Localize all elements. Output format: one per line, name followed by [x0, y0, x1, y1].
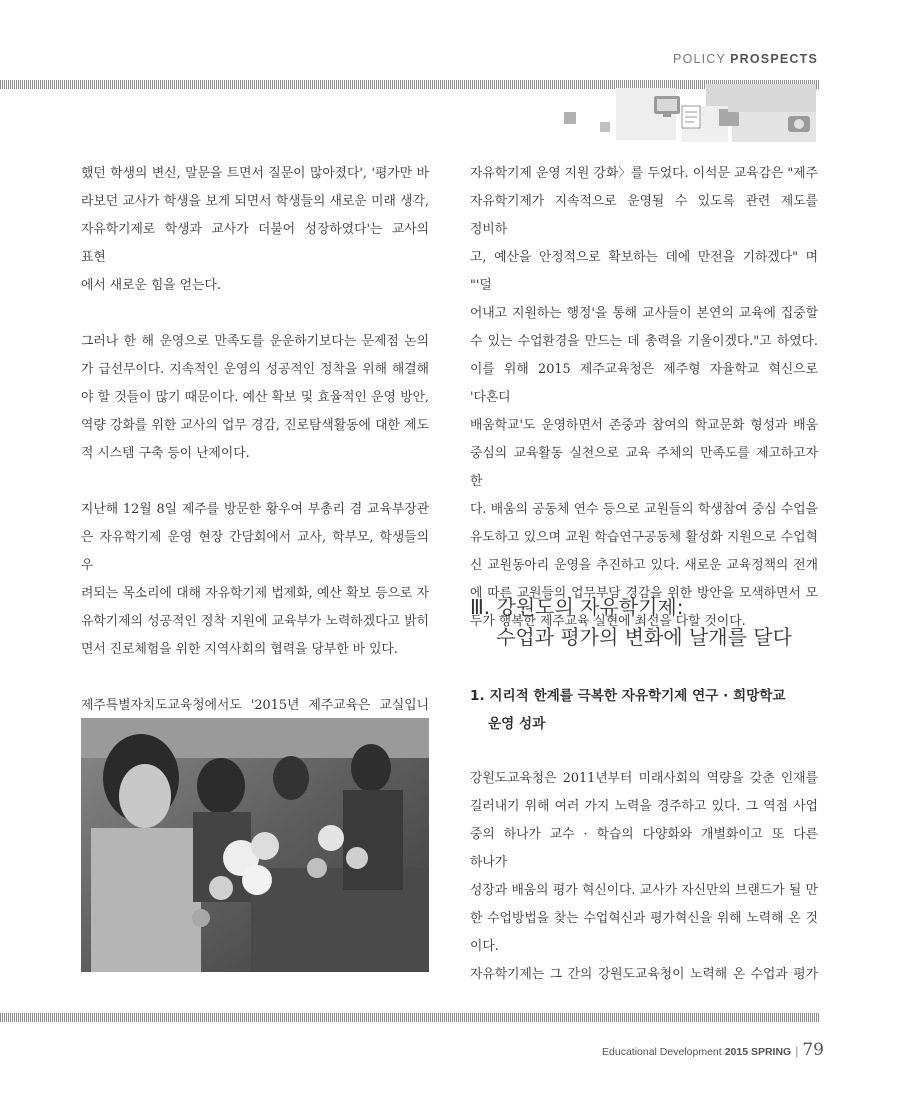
text-line: 했던 학생의 변신, 말문을 트면서 질문이 많아졌다', '평가만 바	[81, 166, 429, 181]
text-line: 유도하고 있으며 교원 학습연구공동체 활성화 지원으로 수업혁	[470, 530, 818, 545]
section-heading-line1: Ⅲ. 강원도의 자유학기제:	[470, 595, 684, 619]
text-line: 자유학기제 운영 지원 강화〉를 두었다. 이석문 교육감은 "제주	[470, 166, 818, 181]
text-line: 강원도교육청은 2011년부터 미래사회의 역량을 갖춘 인재를	[470, 771, 818, 786]
text-line: 중의 하나가 교수 · 학습의 다양화와 개별화이고 또 다른 하나가	[470, 827, 818, 870]
header-label-light: POLICY	[673, 52, 727, 66]
text-line: 가 급선무이다. 지속적인 운영의 성공적인 정착을 위해 해결해	[81, 362, 429, 377]
text-line: 려되는 목소리에 대해 자유학기제 법제화, 예산 확보 등으로 자	[81, 586, 429, 601]
text-line: 이를 위해 2015 제주교육청은 제주형 자율학교 혁신으로 '다혼디	[470, 362, 818, 405]
classroom-photo	[81, 718, 429, 972]
footer-magazine-name: Educational Development	[602, 1046, 722, 1058]
decorative-icons-graphic	[556, 82, 820, 144]
text-line: 제주특별자치도교육청에서도 '2015년 제주교육은 교실입니	[81, 698, 429, 713]
footer-separator: |	[795, 1044, 799, 1058]
footer-issue: 2015 SPRING	[724, 1046, 792, 1058]
document-icon	[682, 106, 700, 128]
page-number: 79	[802, 1040, 824, 1060]
text-line: 라보던 교사가 학생을 보게 되면서 학생들의 새로운 미래 생각,	[81, 194, 429, 209]
text-line: 한 수업방법을 찾는 수업혁신과 평가혁신을 위해 노력해 온 것	[470, 911, 818, 926]
text-line: 수 있는 수업환경을 만드는 데 총력을 기울이겠다."고 하였다.	[470, 334, 818, 349]
puzzle-icon	[564, 112, 610, 132]
subsection-heading	[470, 682, 818, 738]
text-line: 신 교원동아리 운영을 추진하고 있다. 새로운 교육정책의 전개	[470, 558, 818, 573]
subsection-heading-line2: 운영 성과	[488, 716, 546, 732]
text-line: 그러나 한 해 운영으로 만족도를 운운하기보다는 문제점 논의	[81, 334, 429, 349]
section-heading	[470, 592, 830, 652]
page-footer	[602, 1040, 824, 1060]
right-column-text	[470, 160, 818, 636]
subsection-heading-line1: 1. 지리적 한계를 극복한 자유학기제 연구 · 희망학교	[470, 688, 786, 704]
text-line: 야 할 것들이 많기 때문이다. 예산 확보 및 효율적인 운영 방안,	[81, 390, 429, 405]
text-line: 배움학교'도 운영하면서 존중과 참여의 학교문화 형성과 배움	[470, 418, 818, 433]
text-line: 자유학기제는 그 간의 강원도교육청이 노력해 온 수업과 평가	[470, 967, 818, 982]
right-column-text-continued	[470, 765, 818, 989]
text-line: 적 시스템 구축 등이 난제이다.	[81, 446, 250, 461]
text-line: 지난해 12월 8일 제주를 방문한 황우여 부총리 겸 교육부장관	[81, 502, 429, 517]
header-label-strong: PROSPECTS	[730, 52, 818, 66]
text-line: 자유학기제가 지속적으로 운영될 수 있도록 관련 제도를 정비하	[470, 194, 818, 237]
text-line: 성장과 배움의 평가 혁신이다. 교사가 자신만의 브랜드가 될 만	[470, 883, 818, 898]
text-line: 유학기제의 성공적인 정착 지원에 교육부가 노력하겠다고 밝히	[81, 614, 429, 629]
left-column-text	[81, 160, 429, 776]
text-line: 은 자유학기제 운영 현장 간담회에서 교사, 학부모, 학생들의 우	[81, 530, 429, 573]
section-header	[673, 52, 818, 66]
text-line: 고, 예산을 안정적으로 확보하는 데에 만전을 기하겠다" 며 "'덜	[470, 250, 818, 293]
bottom-stripe-rule	[0, 1013, 820, 1022]
text-line: 이다.	[470, 939, 499, 954]
text-line: 어내고 지원하는 행정'을 통해 교사들이 본연의 교육에 집중할	[470, 306, 818, 321]
text-line: 두가 행복한 제주교육 실현에 최선을 다할 것이다.	[470, 614, 746, 629]
text-line: 에 따른 교원들의 업무부담 경감을 위한 방안을 모색하면서 모	[470, 586, 818, 601]
text-line: 역량 강화를 위한 교사의 업무 경감, 진로탐색활동에 대한 제도	[81, 418, 429, 433]
text-line: 다. 배움의 공동체 연수 등으로 교원들의 학생참여 중심 수업을	[470, 502, 818, 517]
monitor-icon	[654, 96, 680, 117]
text-line: 길러내기 위해 여러 가지 노력을 경주하고 있다. 그 역점 사업	[470, 799, 818, 814]
camera-icon	[788, 116, 810, 132]
section-heading-line2: 수업과 평가의 변화에 날개를 달다	[496, 625, 792, 649]
text-line: 면서 진로체험을 위한 지역사회의 협력을 당부한 바 있다.	[81, 642, 398, 657]
text-line: 중심의 교육활동 실천으로 교육 주체의 만족도를 제고하고자 한	[470, 446, 818, 489]
text-line: 자유학기제로 학생과 교사가 더불어 성장하였다'는 교사의 표현	[81, 222, 429, 265]
text-line: 에서 새로운 힘을 얻는다.	[81, 278, 221, 293]
